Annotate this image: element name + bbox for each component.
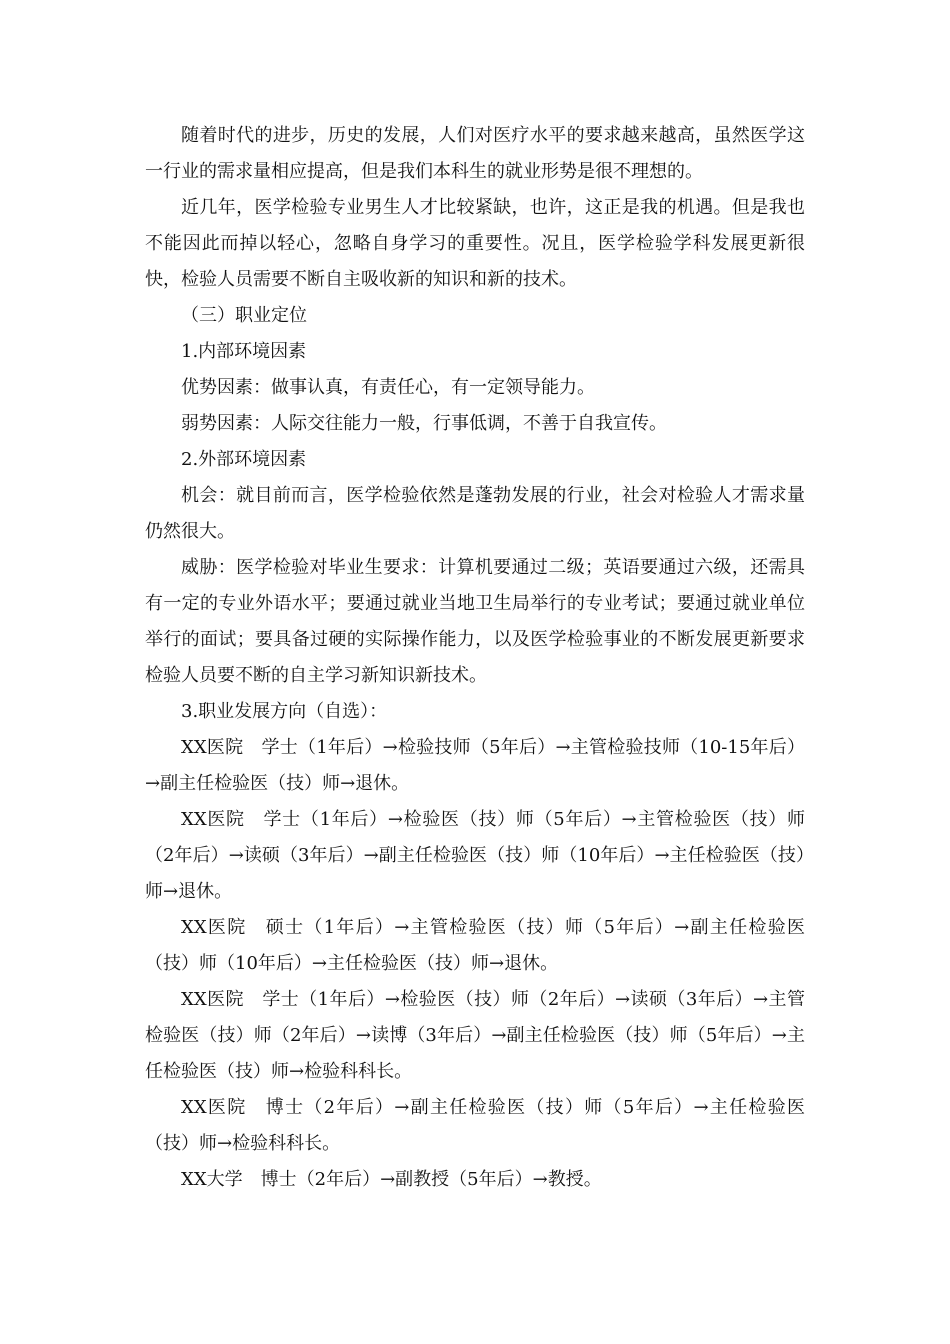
subheading-internal-factors: 1.内部环境因素	[181, 341, 307, 362]
career-path-5: XX医院 博士（2年后）→副主任检验医（技）师（5年后）→主任检验医（技）师→检验科科长。	[145, 1097, 805, 1154]
paragraph-intro-2: 近几年，医学检验专业男生人才比较紧缺，也许，这正是我的机遇。但是我也不能因此而掉以轻心，忽略自身学习的重要性。况且，医学检验学科发展更新很快，检验人员需要不断自主吸收新的知识和新的技术。	[145, 197, 805, 290]
career-path-4: XX医院 学士（1年后）→检验医（技）师（2年后）→读硕（3年后）→主管检验医（技）师（2年后）→读博（3年后）→副主任检验医（技）师（5年后）→主任检验医（技）师→检验科科长。	[145, 989, 805, 1082]
career-path-6: XX大学 博士（2年后）→副教授（5年后）→教授。	[181, 1169, 602, 1190]
paragraph-weaknesses: 弱势因素：人际交往能力一般，行事低调，不善于自我宣传。	[181, 413, 667, 434]
section-heading-career-positioning: （三）职业定位	[181, 305, 307, 326]
paragraph-threats: 威胁：医学检验对毕业生要求：计算机要通过二级；英语要通过六级，还需具有一定的专业外语水平；要通过就业当地卫生局举行的专业考试；要通过就业单位举行的面试；要具备过硬的实际操作能力，以及医学检验事业的不断发展更新要求检验人员要不断的自主学习新知识新技术。	[145, 557, 805, 686]
career-path-1: XX医院 学士（1年后）→检验技师（5年后）→主管检验技师（10-15年后）→副主任检验医（技）师→退休。	[145, 737, 805, 794]
subheading-external-factors: 2.外部环境因素	[181, 449, 307, 470]
paragraph-strengths: 优势因素：做事认真，有责任心，有一定领导能力。	[181, 377, 595, 398]
subheading-career-direction: 3.职业发展方向（自选）：	[181, 701, 388, 722]
paragraph-opportunities: 机会：就目前而言，医学检验依然是蓬勃发展的行业，社会对检验人才需求量仍然很大。	[145, 485, 805, 542]
career-path-3: XX医院 硕士（1年后）→主管检验医（技）师（5年后）→副主任检验医（技）师（10年后）→主任检验医（技）师→退休。	[145, 917, 805, 974]
paragraph-intro-1: 随着时代的进步，历史的发展，人们对医疗水平的要求越来越高，虽然医学这一行业的需求量相应提高，但是我们本科生的就业形势是很不理想的。	[145, 125, 805, 182]
document-body	[145, 118, 805, 1198]
career-path-2: XX医院 学士（1年后）→检验医（技）师（5年后）→主管检验医（技）师（2年后）→读硕（3年后）→副主任检验医（技）师（10年后）→主任检验医（技）师→退休。	[145, 809, 805, 902]
